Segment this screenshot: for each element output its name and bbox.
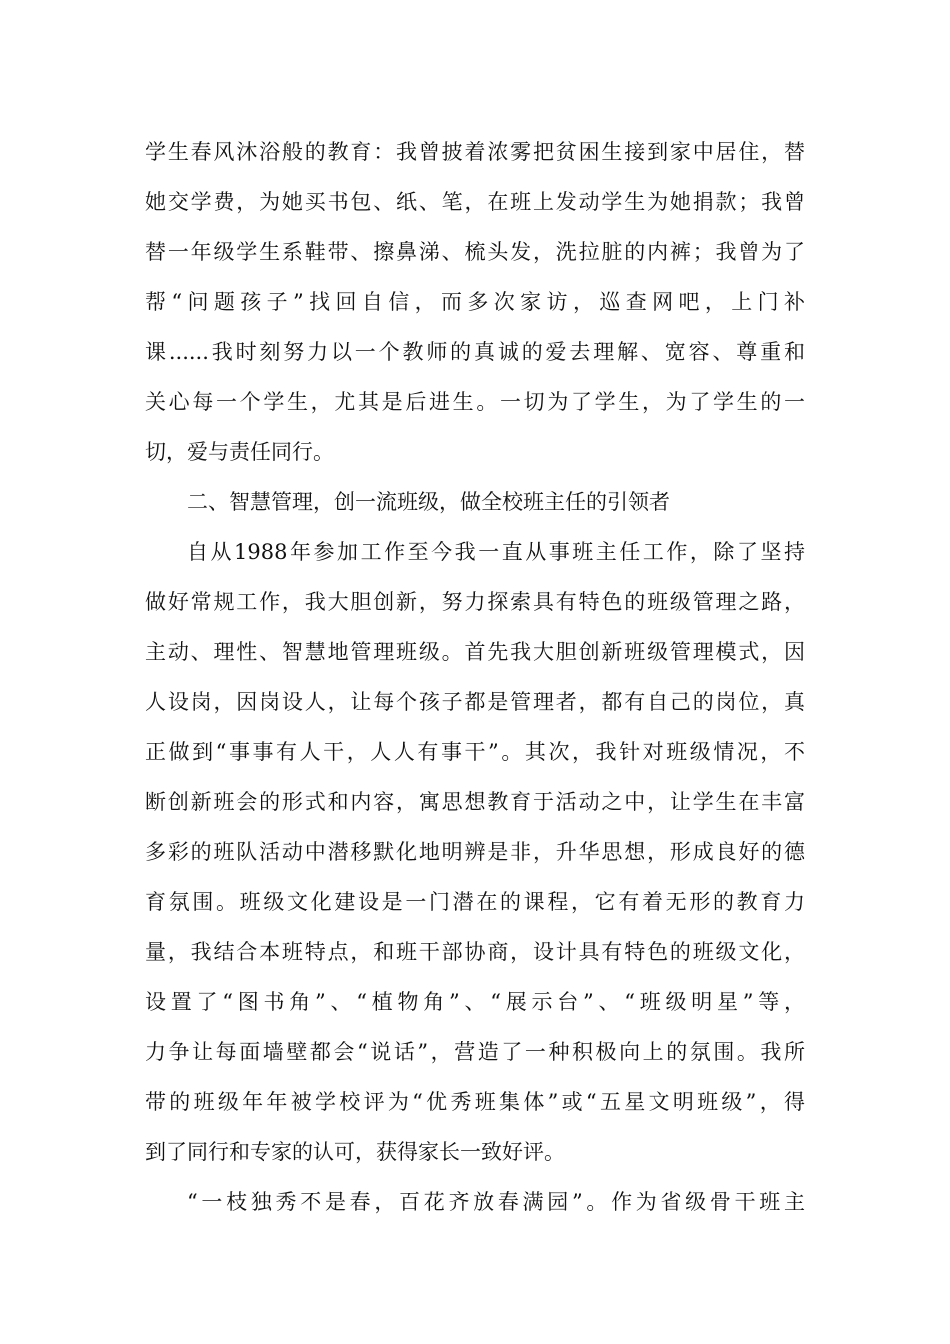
- paragraph-line: 育氛围。班级文化建设是一门潜在的课程，它有着无形的教育力: [145, 890, 805, 914]
- paragraph-line: 自从1988年参加工作至今我一直从事班主任工作，除了坚持: [187, 540, 805, 564]
- paragraph-line: 人设岗，因岗设人，让每个孩子都是管理者，都有自己的岗位，真: [145, 690, 805, 714]
- paragraph-line: 设置了“图书角”、“植物角”、“展示台”、“班级明星”等，: [145, 990, 805, 1014]
- paragraph-line: 正做到“事事有人干，人人有事干”。其次，我针对班级情况，不: [145, 740, 805, 764]
- paragraph-line: 到了同行和专家的认可，获得家长一致好评。: [145, 1140, 565, 1164]
- paragraph-line: 力争让每面墙壁都会“说话”，营造了一种积极向上的氛围。我所: [145, 1040, 805, 1064]
- paragraph-line: 多彩的班队活动中潜移默化地明辨是非，升华思想，形成良好的德: [145, 840, 805, 864]
- section-heading: 二、智慧管理，创一流班级，做全校班主任的引领者: [187, 490, 670, 514]
- paragraph-line: 帮“问题孩子”找回自信，而多次家访，巡查网吧，上门补: [145, 290, 805, 314]
- paragraph-line: “一枝独秀不是春，百花齐放春满园”。作为省级骨干班主: [187, 1190, 805, 1214]
- paragraph-line: 断创新班会的形式和内容，寓思想教育于活动之中，让学生在丰富: [145, 790, 805, 814]
- paragraph-line: 切，爱与责任同行。: [145, 440, 334, 464]
- paragraph-line: 主动、理性、智慧地管理班级。首先我大胆创新班级管理模式，因: [145, 640, 805, 664]
- paragraph-line: 她交学费，为她买书包、纸、笔，在班上发动学生为她捐款；我曾: [145, 190, 805, 214]
- paragraph-line: 做好常规工作，我大胆创新，努力探索具有特色的班级管理之路，: [145, 590, 805, 614]
- paragraph-line: 课......我时刻努力以一个教师的真诚的爱去理解、宽容、尊重和: [145, 340, 805, 364]
- paragraph-line: 带的班级年年被学校评为“优秀班集体”或“五星文明班级”，得: [145, 1090, 805, 1114]
- paragraph-line: 关心每一个学生，尤其是后进生。一切为了学生，为了学生的一: [145, 390, 805, 414]
- paragraph-line: 量，我结合本班特点，和班干部协商，设计具有特色的班级文化，: [145, 940, 805, 964]
- paragraph-line: 替一年级学生系鞋带、擦鼻涕、梳头发，洗拉脏的内裤；我曾为了: [145, 240, 805, 264]
- paragraph-line: 学生春风沐浴般的教育：我曾披着浓雾把贫困生接到家中居住，替: [145, 140, 805, 164]
